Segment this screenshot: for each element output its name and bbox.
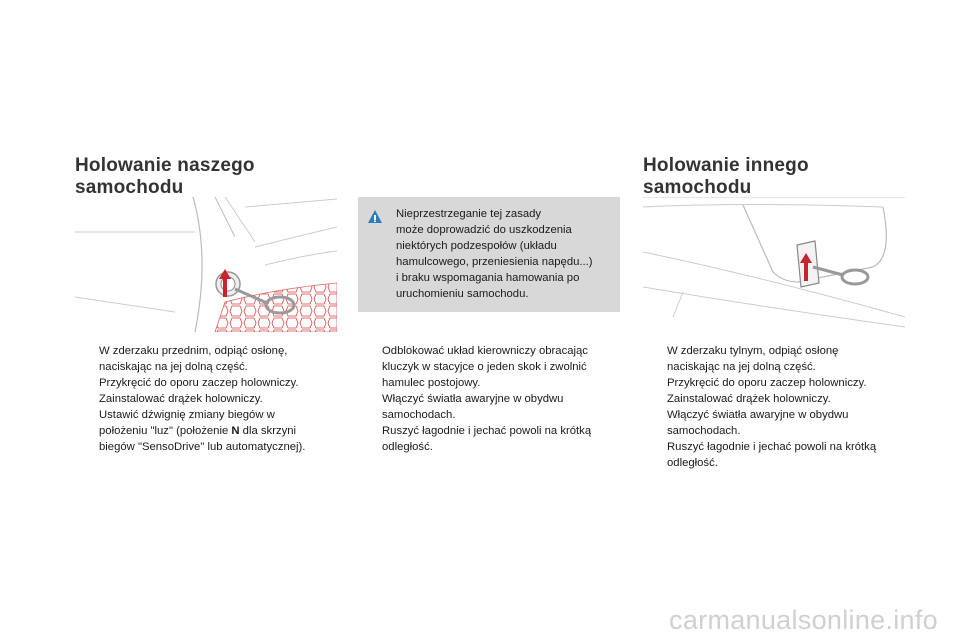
list-item: Ruszyć łagodnie i jechać powoli na krótką odległość. [382, 425, 592, 453]
list-item: Odblokować układ kierowniczy obracając kluczyk w stacyjce o jeden skok i zwolnić hamulec postojowy. [382, 345, 588, 389]
section-title-towing-own-car: Holowanie naszego samochodu [75, 155, 255, 198]
rear-bumper-towing-eye-illustration [643, 197, 905, 332]
middle-steps-list [358, 343, 628, 455]
list-item: W zderzaku przednim, odpiąć osłonę, naciskając na jej dolną część. [99, 345, 288, 373]
list-item: W zderzaku tylnym, odpiąć osłonę naciskając na jej dolną część. [667, 345, 839, 373]
right-steps-list [643, 343, 923, 471]
section-title-towing-other-car: Holowanie innego samochodu [643, 155, 809, 198]
warning-note-text: Nieprzestrzeganie tej zasady może doprowadzić do uszkodzenia niektórych podzespołów (układu hamulcowego, przeniesienia napędu...) i braku wspomagania hamowania po uruchomieniu samochodu. [396, 208, 593, 300]
warning-note-box [358, 197, 620, 312]
rear-bumper-drawing [643, 197, 905, 332]
list-item: Ustawić dźwignię zmiany biegów w położeniu "luz" (położenie N dla skrzyni biegów "SensoDrive" lub automatycznej). [99, 409, 306, 453]
list-item: Włączyć światła awaryjne w obydwu samochodach. [382, 393, 564, 421]
site-watermark: carmanualsonline.info [669, 605, 938, 635]
front-bumper-towing-eye-illustration [75, 197, 337, 332]
list-item: Zainstalować drążek holowniczy. [667, 393, 831, 405]
list-item: Włączyć światła awaryjne w obydwu samochodach. [667, 409, 849, 437]
list-item: Ruszyć łagodnie i jechać powoli na krótką odległość. [667, 441, 877, 469]
info-icon [367, 209, 383, 225]
list-item: Zainstalować drążek holowniczy. [99, 393, 263, 405]
list-item: Przykręcić do oporu zaczep holowniczy. [667, 377, 867, 389]
left-steps-list [75, 343, 345, 455]
list-item: Przykręcić do oporu zaczep holowniczy. [99, 377, 299, 389]
gear-position-letter: N [231, 425, 240, 437]
front-bumper-drawing [75, 197, 337, 332]
